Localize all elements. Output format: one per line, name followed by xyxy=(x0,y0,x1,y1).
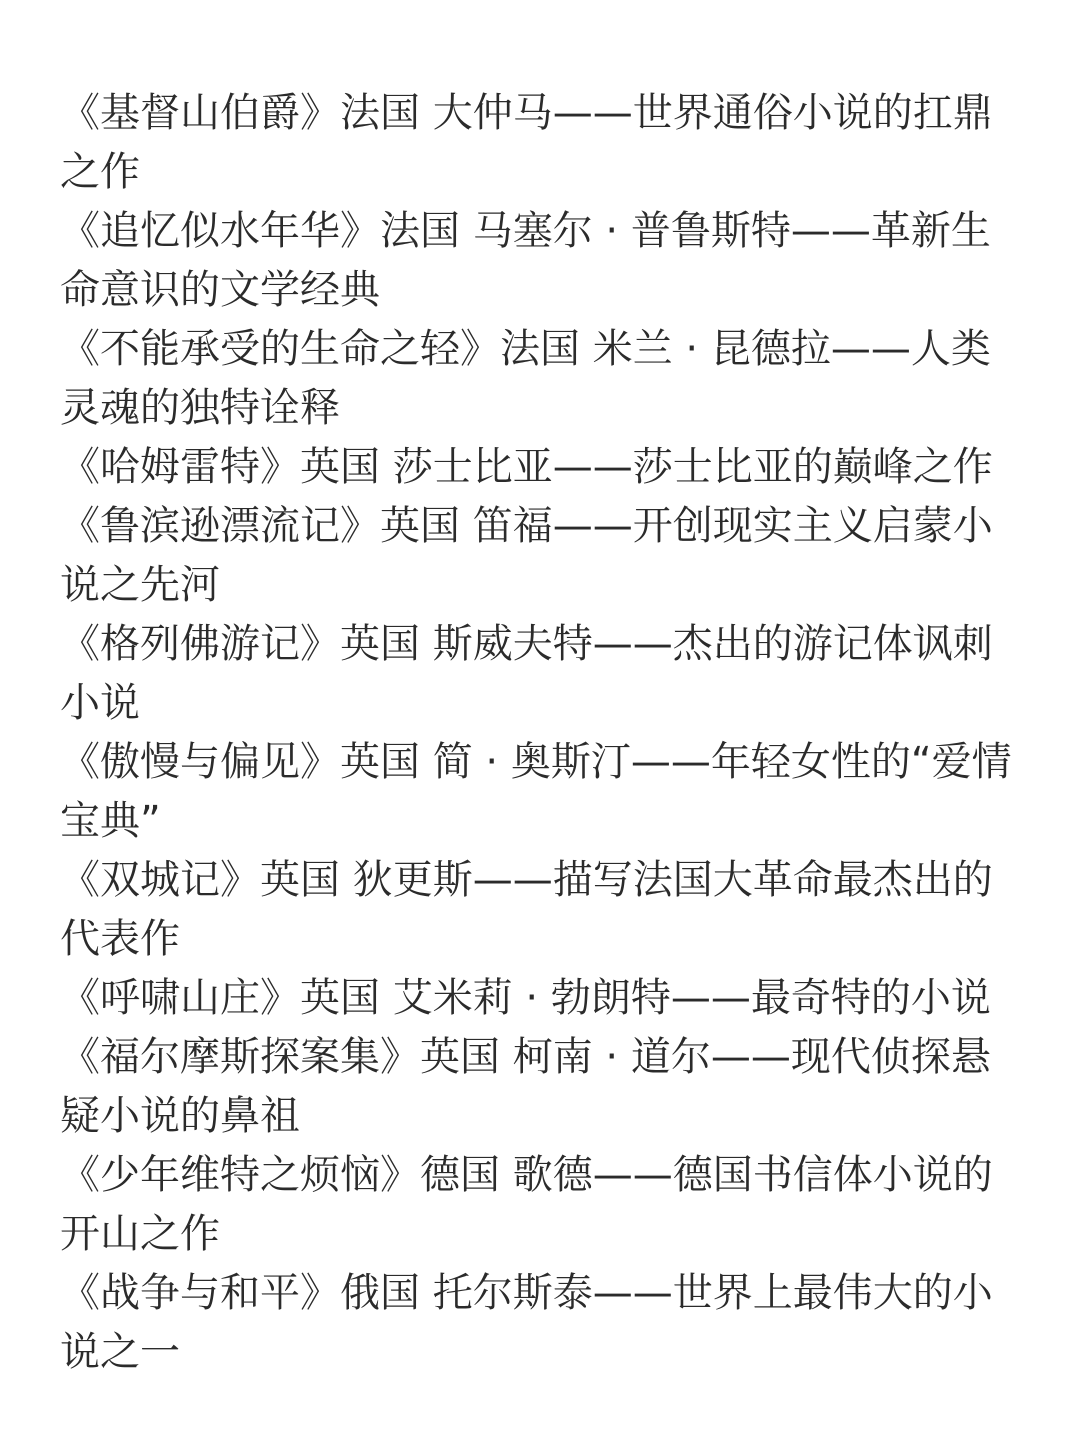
book-entry-sherlock-holmes: 《福尔摩斯探案集》英国 柯南 · 道尔——现代侦探悬疑小说的鼻祖 xyxy=(60,1034,991,1139)
book-entry-robinson-crusoe: 《鲁滨逊漂流记》英国 笛福——开创现实主义启蒙小说之先河 xyxy=(60,503,993,608)
book-entry-gullivers-travels: 《格列佛游记》英国 斯威夫特——杰出的游记体讽刺小说 xyxy=(60,621,993,726)
book-entry-unbearable-lightness-of-being: 《不能承受的生命之轻》法国 米兰 · 昆德拉——人类灵魂的独特诠释 xyxy=(60,326,991,431)
book-entry-pride-and-prejudice: 《傲慢与偏见》英国 简 · 奥斯汀——年轻女性的“爱情宝典” xyxy=(60,739,1012,844)
book-entry-in-search-of-lost-time: 《追忆似水年华》法国 马塞尔 · 普鲁斯特——革新生命意识的文学经典 xyxy=(60,208,991,313)
book-entry-young-werther: 《少年维特之烦恼》德国 歌德——德国书信体小说的开山之作 xyxy=(60,1152,993,1257)
book-entry-wuthering-heights: 《呼啸山庄》英国 艾米莉 · 勃朗特——最奇特的小说 xyxy=(60,975,991,1021)
book-entry-count-of-monte-cristo: 《基督山伯爵》法国 大仲马——世界通俗小说的扛鼎之作 xyxy=(60,90,993,195)
book-entry-hamlet: 《哈姆雷特》英国 莎士比亚——莎士比亚的巅峰之作 xyxy=(60,444,993,490)
book-entry-war-and-peace: 《战争与和平》俄国 托尔斯泰——世界上最伟大的小说之一 xyxy=(60,1270,993,1375)
book-entry-tale-of-two-cities: 《双城记》英国 狄更斯——描写法国大革命最杰出的代表作 xyxy=(60,857,993,962)
book-list xyxy=(60,84,1030,1382)
